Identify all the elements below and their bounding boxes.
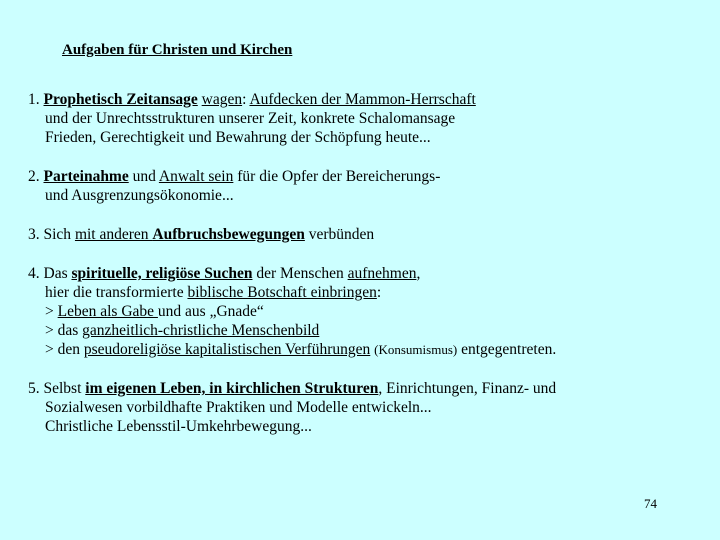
item-number: 3. Sich — [28, 226, 75, 243]
emphasis-text: Parteinahme — [43, 168, 129, 185]
underlined-text: wagen — [201, 91, 243, 108]
underlined-text: biblische Botschaft einbringen — [187, 284, 377, 301]
text-segment: für die Opfer der Bereicherungs- — [233, 168, 441, 185]
small-note: (Konsumismus) — [374, 342, 458, 357]
list-item-1 — [28, 90, 678, 147]
list-item-2-line-2: und Ausgrenzungsökonomie... — [45, 187, 234, 204]
emphasis-text: Aufbruchsbewegungen — [152, 226, 305, 243]
list-item-1-line-2: und der Unrechtsstrukturen unserer Zeit, konkrete Schalomansage — [45, 110, 456, 127]
list-item-5 — [28, 379, 678, 436]
underlined-text: mit anderen — [74, 226, 153, 243]
list-item-3-line-1 — [28, 225, 678, 244]
underlined-text: Leben als Gabe — [57, 303, 158, 320]
item-number: 4. Das — [28, 265, 72, 282]
text-segment: , — [416, 265, 421, 282]
arrow-marker: > den — [45, 341, 84, 358]
list-item-5-line-3: Christliche Lebensstil-Umkehrbewegung... — [45, 418, 312, 435]
underlined-text: aufnehmen — [347, 265, 417, 282]
text-segment: entgegentreten. — [457, 341, 557, 358]
list-item-3 — [28, 225, 678, 244]
text-segment: : — [242, 91, 250, 108]
item-number: 1. — [28, 91, 44, 108]
text-segment: und — [128, 168, 159, 185]
list-item-1-line-1 — [28, 90, 678, 109]
emphasis-text: spirituelle, religiöse Suchen — [71, 265, 253, 282]
underlined-text: Anwalt sein — [158, 168, 234, 185]
list-item-2-line-1 — [28, 167, 678, 186]
list-item-4-line-2 — [28, 283, 678, 302]
text-segment: verbünden — [304, 226, 375, 243]
underlined-text: Aufdecken der Mammon-Herrschaft — [249, 91, 476, 108]
text-segment: : — [376, 284, 382, 301]
page-number: 74 — [644, 496, 657, 511]
text-segment: , Einrichtungen, Finanz- und — [378, 380, 557, 397]
list-item-4-line-3 — [28, 302, 678, 321]
emphasis-text: Prophetisch Zeitansage — [43, 91, 198, 108]
list-item-5-line-1 — [28, 379, 678, 398]
item-number: 2. — [28, 168, 44, 185]
underlined-text: ganzheitlich-christliche Menschenbild — [82, 322, 320, 339]
item-number: 5. Selbst — [28, 380, 86, 397]
list-item-5-line-2: Sozialwesen vorbildhafte Praktiken und Modelle entwickeln... — [45, 399, 432, 416]
text-segment: und aus „Gnade“ — [157, 303, 264, 320]
text-segment: der Menschen — [252, 265, 348, 282]
arrow-marker: > — [45, 303, 58, 320]
slide-title: Aufgaben für Christen und Kirchen — [62, 42, 293, 58]
task-list — [28, 90, 678, 456]
list-item-4-line-4 — [28, 321, 678, 340]
text-segment: hier die transformierte — [45, 284, 188, 301]
list-item-2 — [28, 167, 678, 205]
emphasis-text: im eigenen Leben, in kirchlichen Strukturen — [85, 380, 379, 397]
list-item-4 — [28, 264, 678, 359]
list-item-1-line-3: Frieden, Gerechtigkeit und Bewahrung der Schöpfung heute... — [45, 129, 431, 146]
arrow-marker: > das — [45, 322, 83, 339]
list-item-4-line-5 — [28, 340, 678, 359]
list-item-4-line-1 — [28, 264, 678, 283]
underlined-text: pseudoreligiöse kapitalistischen Verführungen — [83, 341, 371, 358]
